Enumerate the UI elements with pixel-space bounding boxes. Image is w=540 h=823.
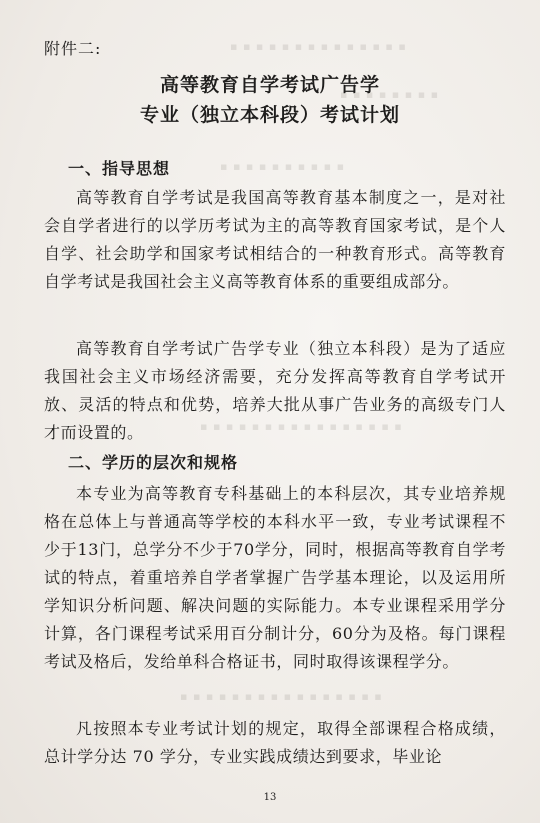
- section-heading-guiding-principle: 一、指导思想: [68, 159, 171, 178]
- section-heading-degree-level: 二、学历的层次和规格: [68, 453, 239, 472]
- page-number: 13: [263, 792, 277, 803]
- body-paragraph: 高等教育自学考试广告学专业（独立本科段）是为了适应我国社会主义市场经济需要，充分发挥高等教育自学考试开放、灵活的特点和优势，培养大批从事广告业务的高级专门人才而设置的。: [44, 339, 506, 442]
- body-paragraph: 本专业为高等教育专科基础上的本科层次，其专业培养规格在总体上与普通高等学校的本科水平一致，专业考试课程不少于13门，总学分不少于70学分，同时，根据高等教育自学考试的特点，着重培养自学者掌握广告学基本理论，以及运用所学知识分析问题、解决问题的实际能力。本专业课程采用学分计算，各门课程考试采用百分制计分，60分为及格。每门课程考试及格后，发给单科合格证书，同时取得该课程学分。: [44, 484, 506, 671]
- show-through-text: ▪ ▪ ▪ ▪ ▪ ▪ ▪ ▪ ▪ ▪ ▪ ▪ ▪ ▪ ▪ ▪: [180, 690, 383, 703]
- show-through-text: ▪ ▪ ▪ ▪ ▪ ▪ ▪ ▪: [340, 88, 440, 101]
- document-title-line-2: 专业（独立本科段）考试计划: [139, 104, 400, 126]
- annex-label: 附件二:: [44, 39, 102, 58]
- show-through-text: ▪ ▪ ▪ ▪ ▪ ▪ ▪ ▪ ▪ ▪ ▪ ▪ ▪ ▪: [230, 40, 407, 53]
- show-through-text: ▪ ▪ ▪ ▪ ▪ ▪ ▪ ▪ ▪ ▪: [220, 160, 346, 173]
- document-title-line-1: 高等教育自学考试广告学: [159, 74, 380, 96]
- show-through-text: ▪ ▪ ▪ ▪ ▪ ▪ ▪ ▪ ▪ ▪ ▪ ▪ ▪ ▪ ▪ ▪: [200, 420, 403, 433]
- body-paragraph: 凡按照本专业考试计划的规定，取得全部课程合格成绩，总计学分达 70 学分，专业实践成绩达到要求，毕业论: [44, 719, 506, 766]
- body-paragraph: 高等教育自学考试是我国高等教育基本制度之一，是对社会自学者进行的以学历考试为主的高等教育国家考试，是个人自学、社会助学和国家考试相结合的一种教育形式。高等教育自学考试是我国社会主义高等教育体系的重要组成部分。: [44, 188, 506, 291]
